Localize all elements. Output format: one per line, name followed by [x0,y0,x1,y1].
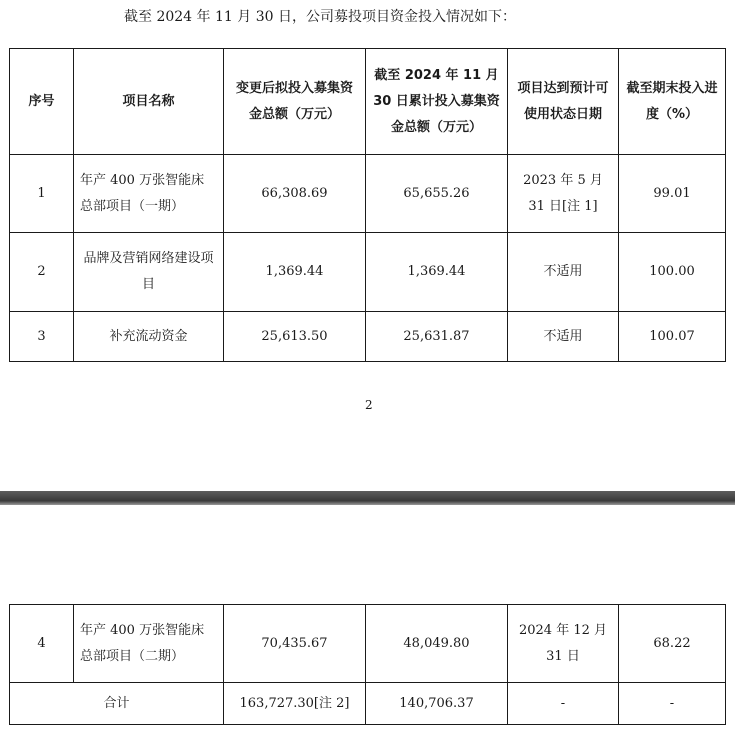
page-break-divider [0,491,735,505]
cell-no: 3 [10,312,74,362]
cell-date: 不适用 [508,233,619,312]
cell-project-name: 年产 400 万张智能床总部项目（二期） [74,605,224,683]
cell-planned: 70,435.67 [224,605,366,683]
page-number: 2 [365,398,373,412]
cell-no: 1 [10,155,74,233]
header-planned-amount: 变更后拟投入募集资金总额（万元） [224,49,366,155]
total-date: - [508,683,619,725]
header-ready-date: 项目达到预计可使用状态日期 [508,49,619,155]
cell-invested: 25,631.87 [366,312,508,362]
cell-invested: 65,655.26 [366,155,508,233]
cell-date: 不适用 [508,312,619,362]
cell-progress: 100.00 [619,233,726,312]
cell-planned: 66,308.69 [224,155,366,233]
cell-progress: 68.22 [619,605,726,683]
fund-usage-table-continued [9,604,726,725]
table-row [10,233,726,312]
cell-project-name: 补充流动资金 [74,312,224,362]
total-progress: - [619,683,726,725]
cell-progress: 100.07 [619,312,726,362]
table-header-row [10,49,726,155]
total-planned: 163,727.30[注 2] [224,683,366,725]
cell-date: 2023 年 5 月 31 日[注 1] [508,155,619,233]
intro-text: 截至 2024 年 11 月 30 日，公司募投项目资金投入情况如下： [124,9,516,25]
cell-planned: 25,613.50 [224,312,366,362]
total-label: 合计 [10,683,224,725]
header-progress: 截至期末投入进度（%） [619,49,726,155]
fund-usage-table [9,48,726,362]
total-invested: 140,706.37 [366,683,508,725]
header-no: 序号 [10,49,74,155]
cell-invested: 1,369.44 [366,233,508,312]
table-total-row [10,683,726,725]
cell-no: 2 [10,233,74,312]
header-invested-amount: 截至 2024 年 11 月 30 日累计投入募集资金总额（万元） [366,49,508,155]
table-row [10,605,726,683]
header-project-name: 项目名称 [74,49,224,155]
table-row [10,312,726,362]
cell-date: 2024 年 12 月 31 日 [508,605,619,683]
cell-invested: 48,049.80 [366,605,508,683]
cell-progress: 99.01 [619,155,726,233]
cell-planned: 1,369.44 [224,233,366,312]
table-row [10,155,726,233]
cell-no: 4 [10,605,74,683]
cell-project-name: 品牌及营销网络建设项目 [74,233,224,312]
cell-project-name: 年产 400 万张智能床总部项目（一期） [74,155,224,233]
